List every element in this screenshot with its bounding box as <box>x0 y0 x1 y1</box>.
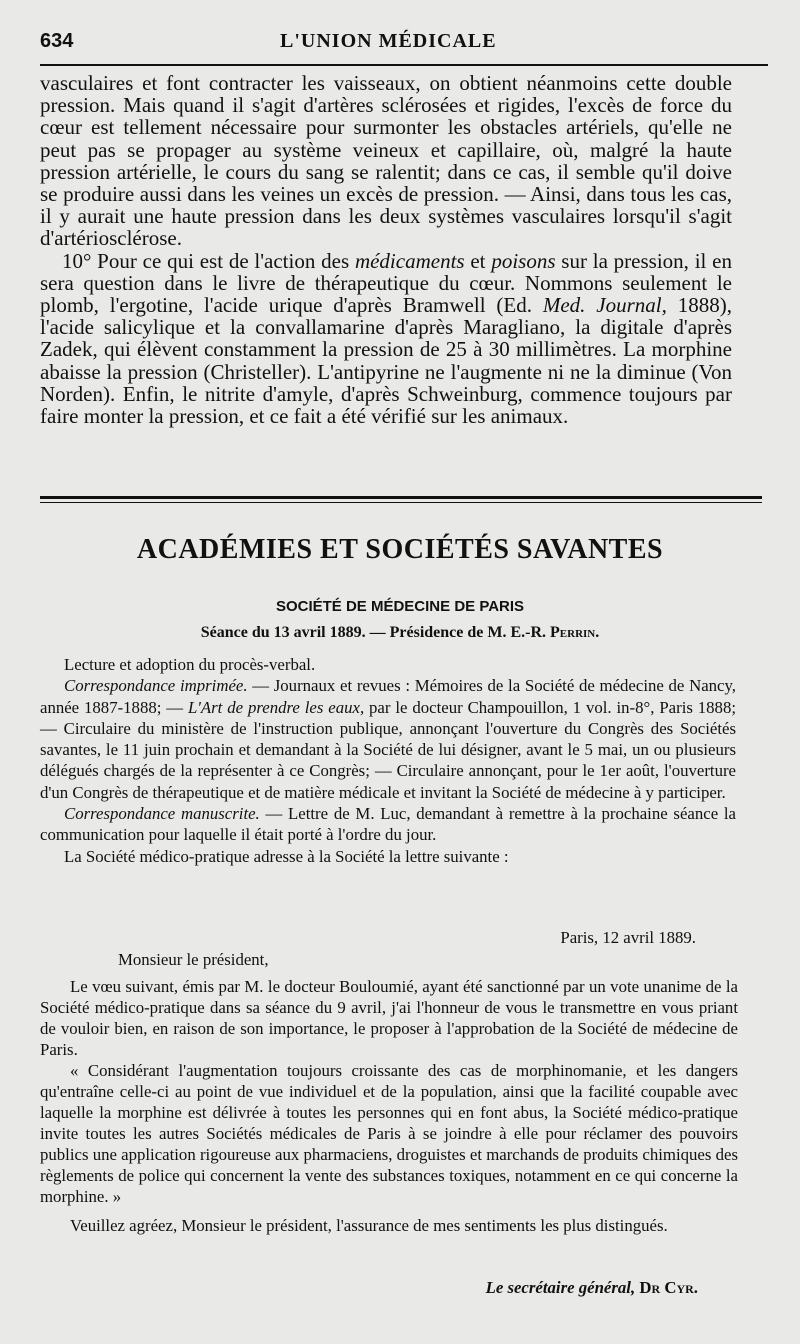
letter-paragraph-2: « Considérant l'augmentation toujours croissante des cas de morphinomanie, et les dangers qu'entraîne celle-ci au point de vue individuel et de la population, ainsi que la facilité coupable avec laquelle la morphine est délivrée à toutes les personnes qui en font abus, la Société médico-pratique invite toutes les autres Sociétés médicales de Paris à se joindre à elle pour réclamer des pouvoirs publics une application rigoureuse aux pharmaciens, droguistes et marchands de produits chimiques des règlements de police qui concernent la vente des substances toxiques, notamment en ce qui concerne la morphine. » <box>40 1061 738 1206</box>
text-run: — Lettre de M. Luc, demandant à remettre à la prochaine séance la communication pour laquelle il était porté à l'ordre du jour. <box>40 804 736 845</box>
minutes-manuscript-correspondence <box>40 803 736 846</box>
page-header <box>40 30 760 60</box>
minutes-letter-intro: La Société médico-pratique adresse à la Société la lettre suivante : <box>64 846 509 866</box>
letter-date: Paris, 12 avril 1889. <box>560 928 696 947</box>
society-title: SOCIÉTÉ DE MÉDECINE DE PARIS <box>275 598 525 615</box>
section-divider-thin <box>40 502 762 503</box>
meeting-minutes <box>40 654 737 867</box>
paragraph-vascular-pressure: vasculaires et font contracter les vaisseaux, on obtient néanmoins cette double pression. Mais quand il s'agit d'artères sclérosées et rigides, l'excès de force du cœur est tellement nécessaire pour surmonter les obstacles artériels, qu'elle ne peut pas se propager au système veineux et capillaire, où, malgré la haute pression artérielle, le cours du sang se ralentit; dans ce cas, il semble qu'il doive se produire aussi dans les veines un excès de pression. — Ainsi, dans tous les cas, il y aurait une haute pression dans les deux systèmes vasculaires lorsqu'il s'agit d'artériosclérose. <box>40 71 732 251</box>
signature <box>486 1278 698 1298</box>
section-divider <box>40 496 762 499</box>
emphasis-poisons: poisons <box>491 248 556 273</box>
page-number: 634 <box>40 30 74 52</box>
session-text: Séance du 13 avril 1889. — Présidence de M. E.-R. <box>200 624 551 641</box>
letter-body <box>40 976 738 1236</box>
journal-title: L'UNION MÉDICALE <box>280 30 497 52</box>
article-continuation <box>40 72 732 427</box>
emphasis-medicaments: médicaments <box>354 248 465 273</box>
paragraph-medications <box>40 250 732 428</box>
text-run: 1888), l'acide salicylique et la convallamarine d'après Maragliano, la digitale d'après Zadek, qui élèvent constamment la pression de 25 à 30 millimètres. La morphine abaisse la pression (Christeller). L'antipyrine ne l'augmente ni ne la diminue (Von Norden). Enfin, le nitrite d'amyle, d'après Schweinburg, commence toujours par faire monter la pression, et ce fait a été vérifié sur les animaux. <box>40 293 732 429</box>
emphasis-book-title: L'Art de prendre les eaux, <box>187 697 365 717</box>
signature-name: Dr Cyr. <box>639 1278 698 1297</box>
signature-title: Le secrétaire général, <box>485 1278 636 1297</box>
letter-salutation: Monsieur le président, <box>118 950 269 969</box>
emphasis-journal: Med. Journal, <box>542 293 667 318</box>
header-rule <box>40 64 768 66</box>
lead-printed: Correspondance imprimée. <box>64 676 248 696</box>
text-run: par le docteur Champouillon, 1 vol. in-8°, Paris 1888; — Circulaire du ministère de l'instruction publique, annonçant l'ouverture du Congrès des Sociétés savantes, le 11 juin prochain et demandant à la Société de lui désigner, avant le 5 mai, un ou plusieurs délégués chargés de la représenter à ce Congrès; — Circulaire annonçant, pour le 1er août, l'ouverture d'un Congrès de thérapeutique et de matière médicale et invitant la Société de médecine à y participer. <box>40 697 736 802</box>
minutes-reading: Lecture et adoption du procès-verbal. <box>64 655 316 674</box>
minutes-printed-correspondence <box>40 675 736 803</box>
letter-closing: Veuillez agréez, Monsieur le président, l'assurance de mes sentiments les plus distingués. <box>70 1216 668 1235</box>
text-run: et <box>464 248 492 273</box>
text-run: 10° Pour ce qui est de l'action des <box>62 248 355 273</box>
letter-paragraph-1: Le vœu suivant, émis par M. le docteur Bouloumié, ayant été sanctionné par un vote unanime de la Société médico-pratique dans sa séance du 9 avril, j'ai l'honneur de vous le transmettre en vous priant de vouloir bien, en raison de son importance, le proposer à l'approbation de la Société de médecine de Paris. <box>40 977 738 1059</box>
session-line <box>0 624 800 642</box>
session-president: Perrin. <box>550 624 600 641</box>
lead-manuscript: Correspondance manuscrite. <box>64 804 260 824</box>
section-title: ACADÉMIES ET SOCIÉTÉS SAVANTES <box>136 534 664 565</box>
text-run: — Journaux et revues : Mémoires de la Société de médecine de Nancy, année 1887-1888; — <box>40 676 737 717</box>
text-run: sur la pression, il en sera question dans le livre de thérapeutique du cœur. Nommons seulement le plomb, l'ergotine, l'acide urique d'après Bramwell (Ed. <box>40 248 732 318</box>
